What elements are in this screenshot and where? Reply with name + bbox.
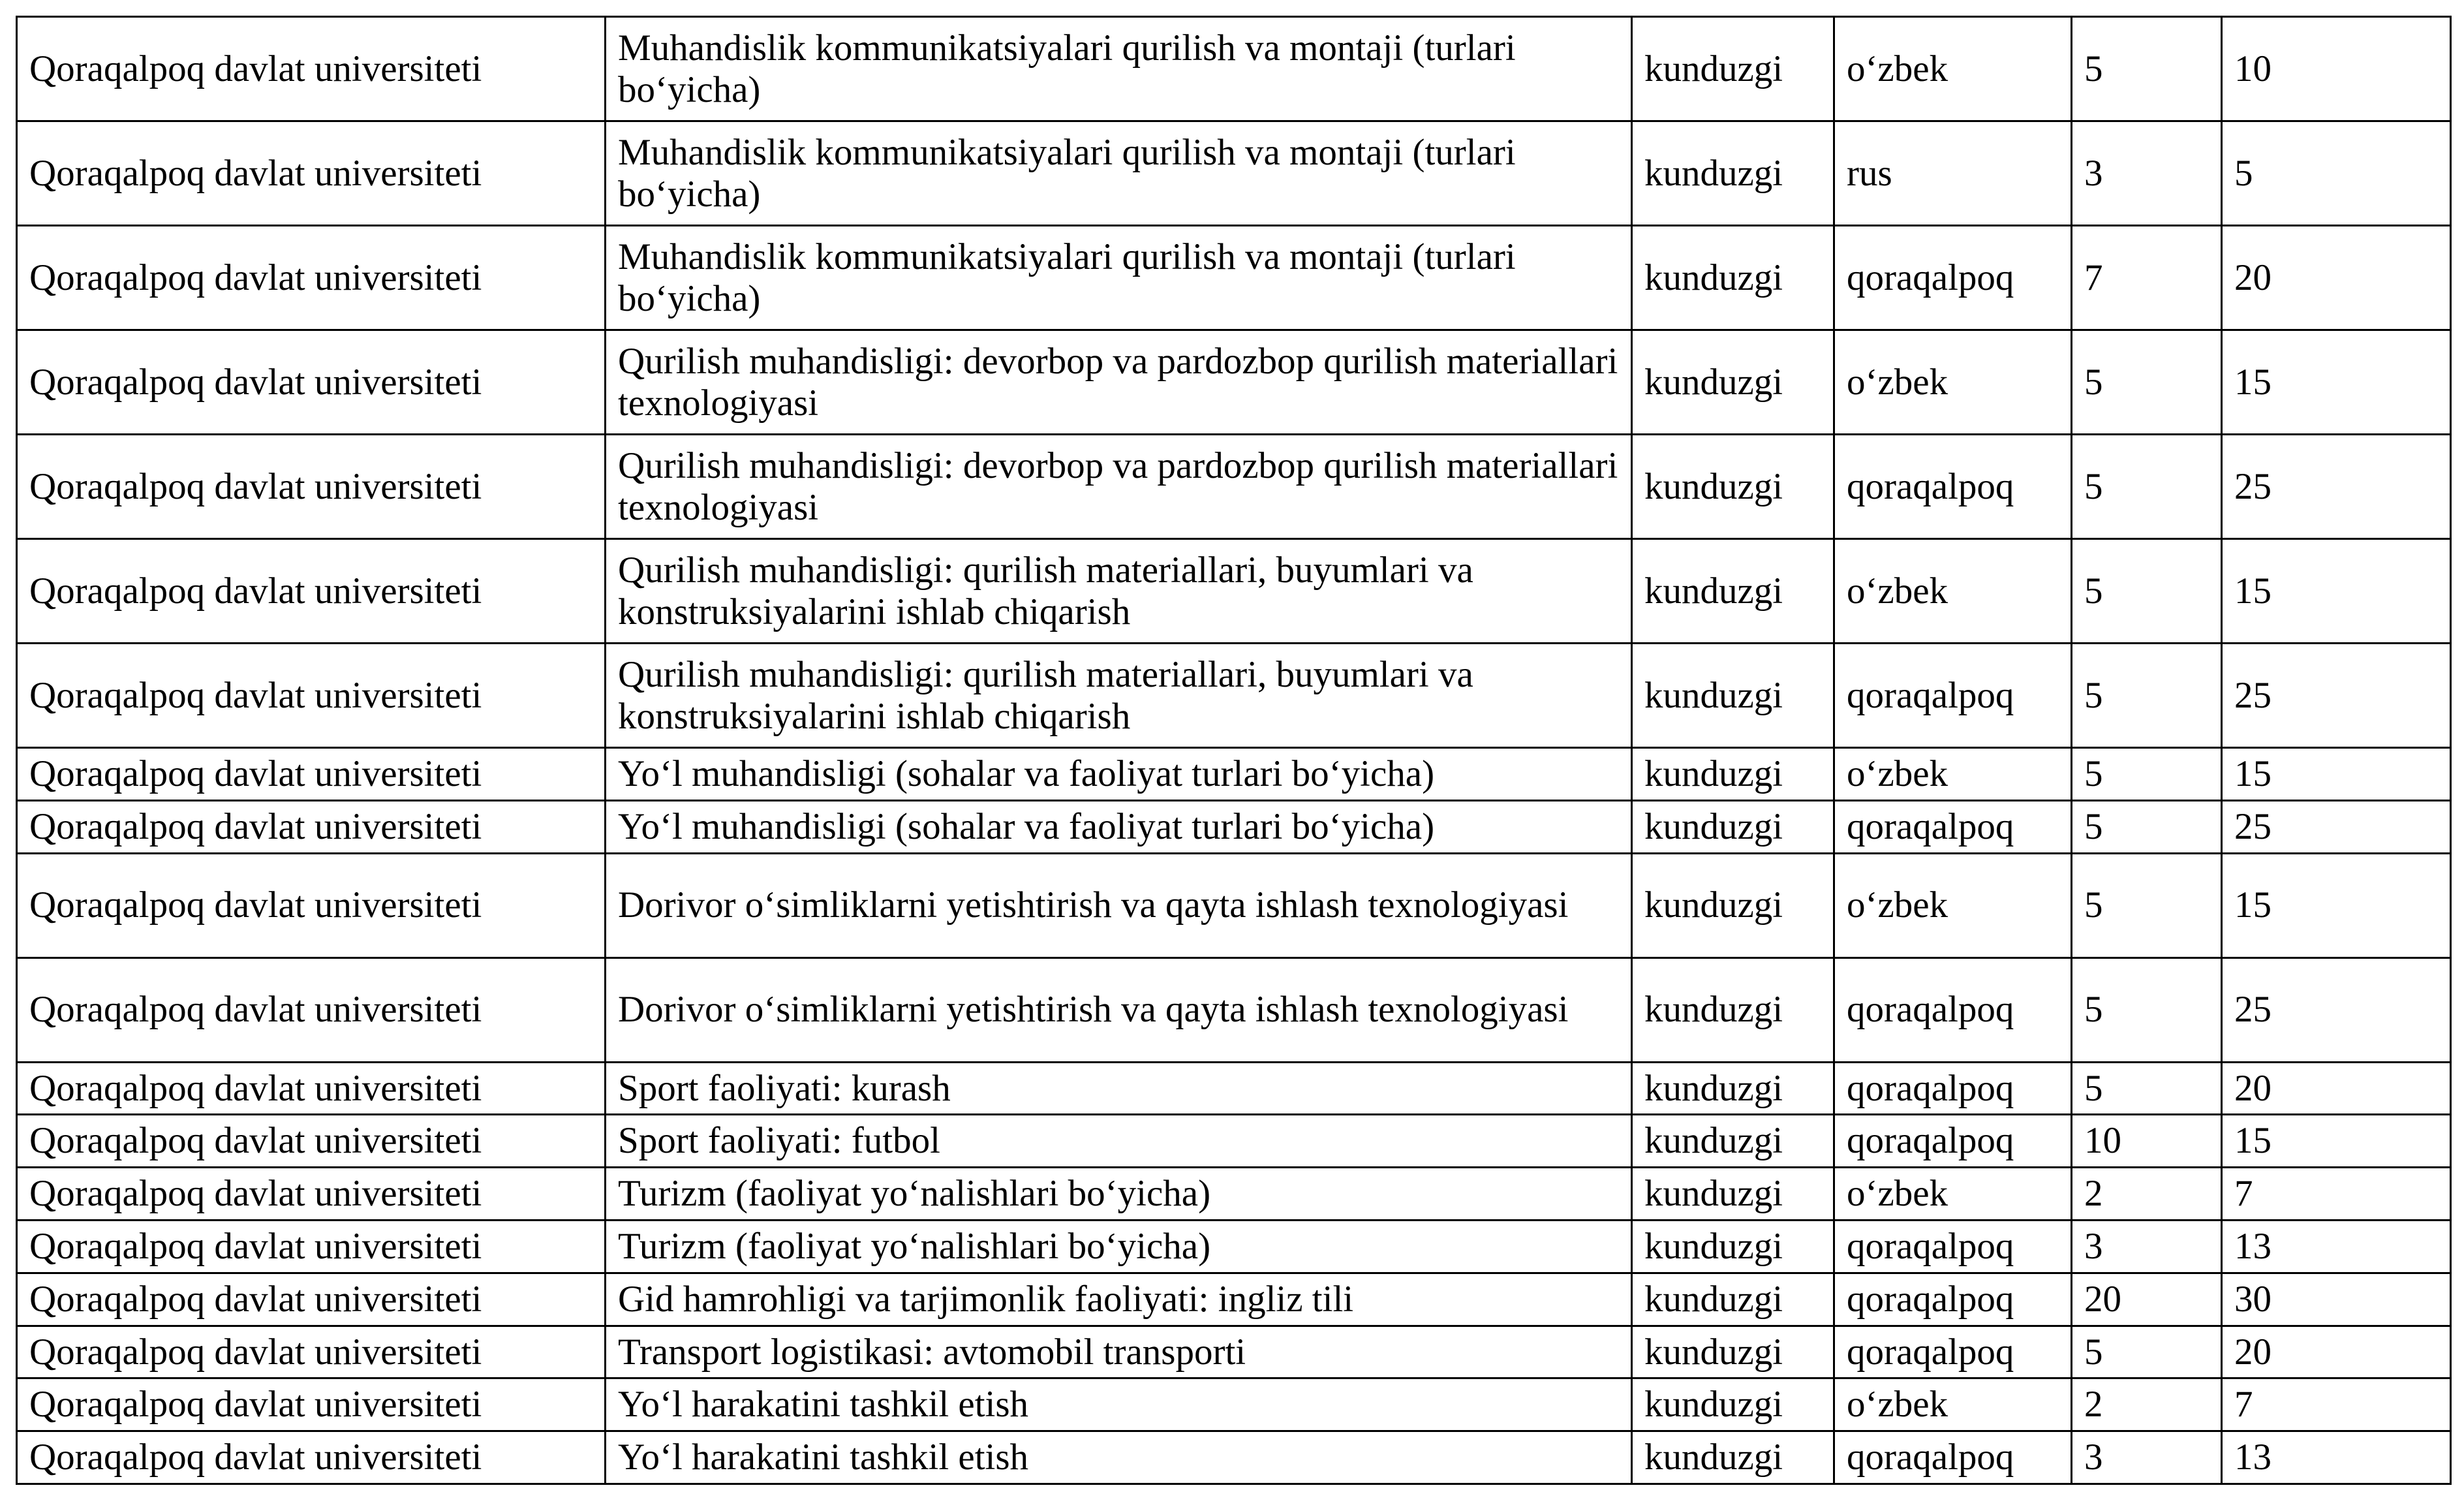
quota-b-cell: 20 (2222, 1326, 2451, 1378)
quota-b-cell: 25 (2222, 435, 2451, 539)
language-cell: qoraqalpoq (1834, 1431, 2072, 1484)
table-row (17, 1378, 2451, 1431)
language-cell: o‘zbek (1834, 1168, 2072, 1221)
table-row (17, 853, 2451, 957)
quota-a-cell: 5 (2072, 1326, 2222, 1378)
quota-a-cell: 20 (2072, 1273, 2222, 1326)
direction-cell: Muhandislik kommunikatsiyalari qurilish va montaji (turlari bo‘yicha) (606, 226, 1632, 330)
direction-cell: Transport logistikasi: avtomobil transporti (606, 1326, 1632, 1378)
study-form-cell: kunduzgi (1632, 1326, 1834, 1378)
study-form-cell: kunduzgi (1632, 1168, 1834, 1221)
study-form-cell: kunduzgi (1632, 853, 1834, 957)
direction-cell: Gid hamrohligi va tarjimonlik faoliyati: ingliz tili (606, 1273, 1632, 1326)
language-cell: qoraqalpoq (1834, 435, 2072, 539)
direction-cell: Turizm (faoliyat yo‘nalishlari bo‘yicha) (606, 1168, 1632, 1221)
table-row (17, 1431, 2451, 1484)
admission-quota-table (16, 16, 2452, 1485)
study-form-cell: kunduzgi (1632, 539, 1834, 644)
university-cell: Qoraqalpoq davlat universiteti (17, 748, 606, 801)
quota-b-cell: 15 (2222, 539, 2451, 644)
quota-a-cell: 5 (2072, 957, 2222, 1062)
table-row (17, 748, 2451, 801)
study-form-cell: kunduzgi (1632, 1431, 1834, 1484)
language-cell: o‘zbek (1834, 539, 2072, 644)
study-form-cell: kunduzgi (1632, 1115, 1834, 1168)
language-cell: qoraqalpoq (1834, 644, 2072, 748)
direction-cell: Dorivor o‘simliklarni yetishtirish va qayta ishlash texnologiyasi (606, 853, 1632, 957)
direction-cell: Qurilish muhandisligi: qurilish materiallari, buyumlari va konstruksiyalarini ishlab chiqarish (606, 644, 1632, 748)
university-cell: Qoraqalpoq davlat universiteti (17, 1273, 606, 1326)
quota-a-cell: 10 (2072, 1115, 2222, 1168)
quota-b-cell: 25 (2222, 800, 2451, 853)
direction-cell: Muhandislik kommunikatsiyalari qurilish va montaji (turlari bo‘yicha) (606, 121, 1632, 226)
quota-b-cell: 13 (2222, 1220, 2451, 1273)
university-cell: Qoraqalpoq davlat universiteti (17, 121, 606, 226)
quota-a-cell: 5 (2072, 435, 2222, 539)
language-cell: o‘zbek (1834, 748, 2072, 801)
direction-cell: Qurilish muhandisligi: qurilish materiallari, buyumlari va konstruksiyalarini ishlab chiqarish (606, 539, 1632, 644)
direction-cell: Dorivor o‘simliklarni yetishtirish va qayta ishlash texnologiyasi (606, 957, 1632, 1062)
direction-cell: Muhandislik kommunikatsiyalari qurilish va montaji (turlari bo‘yicha) (606, 17, 1632, 121)
quota-a-cell: 5 (2072, 330, 2222, 435)
quota-b-cell: 7 (2222, 1168, 2451, 1221)
language-cell: rus (1834, 121, 2072, 226)
study-form-cell: kunduzgi (1632, 330, 1834, 435)
quota-a-cell: 3 (2072, 121, 2222, 226)
university-cell: Qoraqalpoq davlat universiteti (17, 1115, 606, 1168)
university-cell: Qoraqalpoq davlat universiteti (17, 800, 606, 853)
university-cell: Qoraqalpoq davlat universiteti (17, 330, 606, 435)
table-row (17, 1062, 2451, 1115)
study-form-cell: kunduzgi (1632, 800, 1834, 853)
quota-b-cell: 7 (2222, 1378, 2451, 1431)
study-form-cell: kunduzgi (1632, 1273, 1834, 1326)
quota-a-cell: 5 (2072, 539, 2222, 644)
language-cell: qoraqalpoq (1834, 957, 2072, 1062)
university-cell: Qoraqalpoq davlat universiteti (17, 1431, 606, 1484)
university-cell: Qoraqalpoq davlat universiteti (17, 1326, 606, 1378)
university-cell: Qoraqalpoq davlat universiteti (17, 957, 606, 1062)
table-row (17, 435, 2451, 539)
university-cell: Qoraqalpoq davlat universiteti (17, 539, 606, 644)
direction-cell: Yo‘l harakatini tashkil etish (606, 1431, 1632, 1484)
language-cell: o‘zbek (1834, 17, 2072, 121)
language-cell: o‘zbek (1834, 330, 2072, 435)
table-row (17, 957, 2451, 1062)
language-cell: qoraqalpoq (1834, 1115, 2072, 1168)
study-form-cell: kunduzgi (1632, 121, 1834, 226)
language-cell: o‘zbek (1834, 853, 2072, 957)
quota-b-cell: 15 (2222, 330, 2451, 435)
quota-a-cell: 7 (2072, 226, 2222, 330)
table-row (17, 1326, 2451, 1378)
quota-b-cell: 15 (2222, 853, 2451, 957)
study-form-cell: kunduzgi (1632, 435, 1834, 539)
study-form-cell: kunduzgi (1632, 226, 1834, 330)
quota-a-cell: 5 (2072, 1062, 2222, 1115)
quota-a-cell: 5 (2072, 853, 2222, 957)
study-form-cell: kunduzgi (1632, 1062, 1834, 1115)
language-cell: qoraqalpoq (1834, 800, 2072, 853)
quota-a-cell: 3 (2072, 1431, 2222, 1484)
direction-cell: Turizm (faoliyat yo‘nalishlari bo‘yicha) (606, 1220, 1632, 1273)
study-form-cell: kunduzgi (1632, 748, 1834, 801)
university-cell: Qoraqalpoq davlat universiteti (17, 853, 606, 957)
study-form-cell: kunduzgi (1632, 1378, 1834, 1431)
table-row (17, 226, 2451, 330)
language-cell: o‘zbek (1834, 1378, 2072, 1431)
quota-b-cell: 30 (2222, 1273, 2451, 1326)
study-form-cell: kunduzgi (1632, 17, 1834, 121)
language-cell: qoraqalpoq (1834, 1062, 2072, 1115)
quota-a-cell: 3 (2072, 1220, 2222, 1273)
study-form-cell: kunduzgi (1632, 957, 1834, 1062)
quota-b-cell: 15 (2222, 1115, 2451, 1168)
direction-cell: Sport faoliyati: kurash (606, 1062, 1632, 1115)
study-form-cell: kunduzgi (1632, 1220, 1834, 1273)
university-cell: Qoraqalpoq davlat universiteti (17, 644, 606, 748)
quota-b-cell: 20 (2222, 226, 2451, 330)
table-row (17, 17, 2451, 121)
university-cell: Qoraqalpoq davlat universiteti (17, 1168, 606, 1221)
language-cell: qoraqalpoq (1834, 226, 2072, 330)
study-form-cell: kunduzgi (1632, 644, 1834, 748)
university-cell: Qoraqalpoq davlat universiteti (17, 435, 606, 539)
table-row (17, 1168, 2451, 1221)
table-row (17, 1273, 2451, 1326)
language-cell: qoraqalpoq (1834, 1326, 2072, 1378)
quota-b-cell: 5 (2222, 121, 2451, 226)
table-row (17, 330, 2451, 435)
table-row (17, 539, 2451, 644)
university-cell: Qoraqalpoq davlat universiteti (17, 226, 606, 330)
quota-a-cell: 2 (2072, 1378, 2222, 1431)
table-row (17, 1220, 2451, 1273)
quota-b-cell: 15 (2222, 748, 2451, 801)
quota-a-cell: 5 (2072, 644, 2222, 748)
direction-cell: Sport faoliyati: futbol (606, 1115, 1632, 1168)
direction-cell: Qurilish muhandisligi: devorbop va pardozbop qurilish materiallari texnologiyasi (606, 330, 1632, 435)
university-cell: Qoraqalpoq davlat universiteti (17, 1062, 606, 1115)
direction-cell: Qurilish muhandisligi: devorbop va pardozbop qurilish materiallari texnologiyasi (606, 435, 1632, 539)
language-cell: qoraqalpoq (1834, 1273, 2072, 1326)
quota-a-cell: 5 (2072, 17, 2222, 121)
quota-a-cell: 2 (2072, 1168, 2222, 1221)
university-cell: Qoraqalpoq davlat universiteti (17, 1220, 606, 1273)
table-row (17, 644, 2451, 748)
direction-cell: Yo‘l harakatini tashkil etish (606, 1378, 1632, 1431)
university-cell: Qoraqalpoq davlat universiteti (17, 17, 606, 121)
direction-cell: Yo‘l muhandisligi (sohalar va faoliyat turlari bo‘yicha) (606, 748, 1632, 801)
table-row (17, 1115, 2451, 1168)
quota-b-cell: 25 (2222, 957, 2451, 1062)
language-cell: qoraqalpoq (1834, 1220, 2072, 1273)
quota-a-cell: 5 (2072, 800, 2222, 853)
quota-b-cell: 25 (2222, 644, 2451, 748)
quota-a-cell: 5 (2072, 748, 2222, 801)
quota-b-cell: 20 (2222, 1062, 2451, 1115)
table-row (17, 121, 2451, 226)
table-row (17, 800, 2451, 853)
university-cell: Qoraqalpoq davlat universiteti (17, 1378, 606, 1431)
direction-cell: Yo‘l muhandisligi (sohalar va faoliyat turlari bo‘yicha) (606, 800, 1632, 853)
quota-b-cell: 10 (2222, 17, 2451, 121)
quota-b-cell: 13 (2222, 1431, 2451, 1484)
